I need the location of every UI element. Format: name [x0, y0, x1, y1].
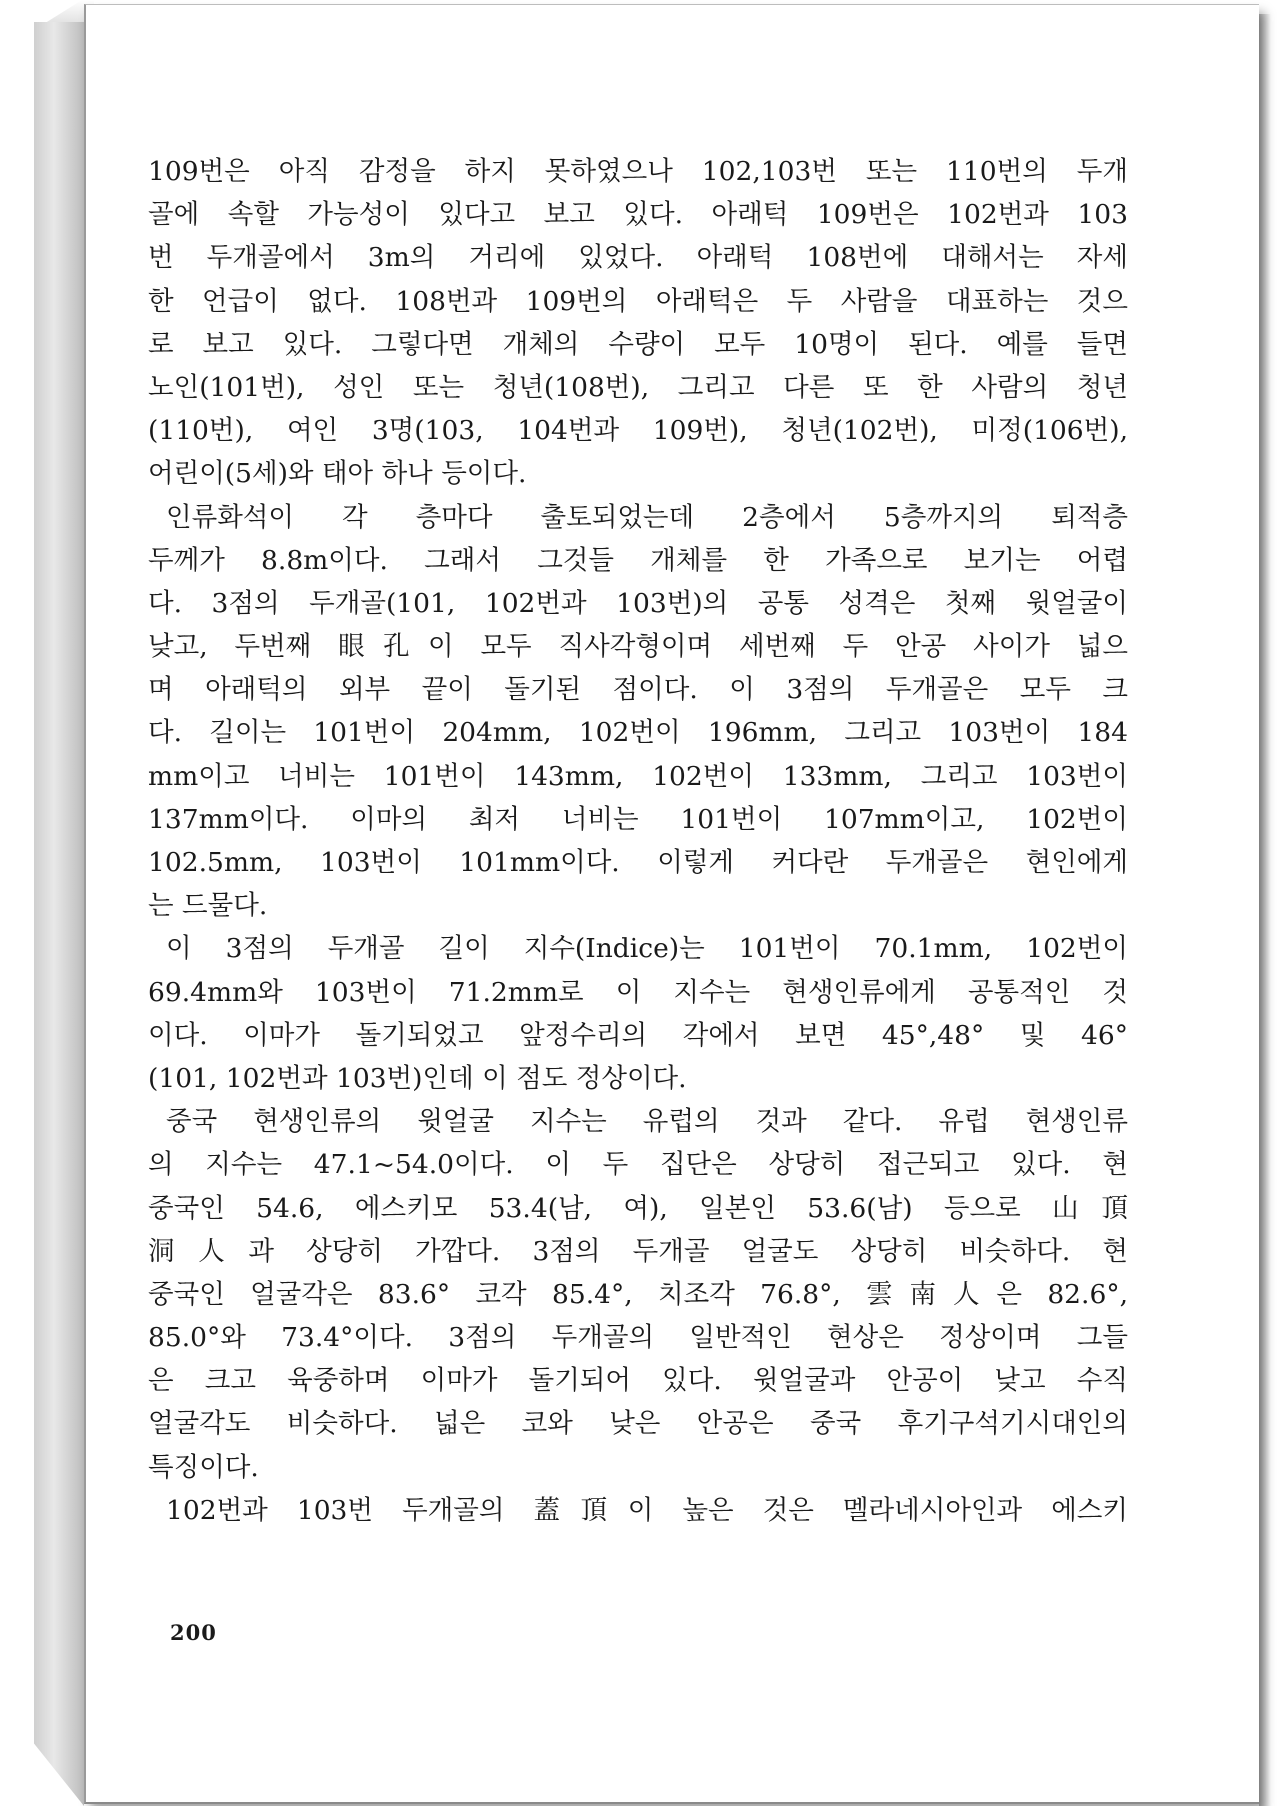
text-line: 중국인 얼굴각은 83.6° 코각 85.4°, 치조각 76.8°, 雲南人은 82.6°,: [148, 1278, 1128, 1310]
text-line: 두께가 8.8m이다. 그래서 그것들 개체를 한 가족으로 보기는 어렵: [148, 544, 1128, 576]
text-line: 며 아래턱의 외부 끝이 돌기된 점이다. 이 3점의 두개골은 모두 크: [148, 674, 1128, 706]
text-line: 의 지수는 47.1~54.0이다. 이 두 집단은 상당히 접근되고 있다. 현: [148, 1149, 1128, 1181]
text-line: 다. 3점의 두개골(101, 102번과 103번)의 공통 성격은 첫째 윗얼굴이: [148, 587, 1128, 619]
text-line: 얼굴각도 비슷하다. 넓은 코와 낮은 안공은 중국 후기구석기시대인의: [148, 1408, 1128, 1440]
text-line: 골에 속할 가능성이 있다고 보고 있다. 아래턱 109번은 102번과 103: [148, 199, 1128, 231]
text-line: 69.4mm와 103번이 71.2mm로 이 지수는 현생인류에게 공통적인 것: [148, 976, 1128, 1008]
text-line: (101, 102번과 103번)인데 이 점도 정상이다.: [148, 1062, 687, 1094]
text-line: 다. 길이는 101번이 204mm, 102번이 196mm, 그리고 103번이 184: [148, 717, 1128, 749]
text-line: 낮고, 두번째 眼孔이 모두 직사각형이며 세번째 두 안공 사이가 넓으: [148, 631, 1128, 663]
page-shadow: [1259, 14, 1271, 1806]
text-line: 109번은 아직 감정을 하지 못하였으나 102,103번 또는 110번의 두개: [148, 156, 1128, 187]
text-line: (110번), 여인 3명(103, 104번과 109번), 청년(102번), 미정(106번),: [148, 415, 1128, 447]
text-line: 특징이다.: [148, 1451, 259, 1483]
text-line: 은 크고 육중하며 이마가 돌기되어 있다. 윗얼굴과 안공이 낮고 수직: [148, 1365, 1128, 1397]
text-line: 어린이(5세)와 태아 하나 등이다.: [148, 458, 527, 490]
text-line: 洞人과 상당히 가깝다. 3점의 두개골 얼굴도 상당히 비슷하다. 현: [148, 1235, 1128, 1267]
text-line: 137mm이다. 이마의 최저 너비는 101번이 107mm이고, 102번이: [148, 803, 1128, 835]
text-line: 는 드물다.: [148, 890, 268, 922]
text-line: 102.5mm, 103번이 101mm이다. 이렇게 커다란 두개골은 현인에게: [148, 847, 1128, 878]
text-line: 인류화석이 각 층마다 출토되었는데 2층에서 5층까지의 퇴적층: [166, 501, 1128, 533]
text-line: 로 보고 있다. 그렇다면 개체의 수량이 모두 10명이 된다. 예를 들면: [148, 328, 1128, 360]
book-spine-edge: [34, 22, 84, 1806]
text-line: 노인(101번), 성인 또는 청년(108번), 그리고 다른 또 한 사람의 청년: [148, 371, 1128, 403]
body-text: [148, 150, 1128, 1532]
text-line: mm이고 너비는 101번이 143mm, 102번이 133mm, 그리고 103번이: [148, 760, 1128, 792]
text-line: 102번과 103번 두개골의 蓋頂이 높은 것은 멜라네시아인과 에스키: [166, 1494, 1128, 1526]
text-line: 중국인 54.6, 에스키모 53.4(남, 여), 일본인 53.6(남) 등으로 山頂: [148, 1192, 1128, 1224]
text-line: 번 두개골에서 3m의 거리에 있었다. 아래턱 108번에 대해서는 자세: [148, 242, 1128, 274]
text-line: 이다. 이마가 돌기되었고 앞정수리의 각에서 보면 45°,48° 및 46°: [148, 1019, 1128, 1051]
text-line: 한 언급이 없다. 108번과 109번의 아래턱은 두 사람을 대표하는 것으: [148, 285, 1128, 317]
page-number: 200: [170, 1620, 217, 1645]
text-line: 중국 현생인류의 윗얼굴 지수는 유럽의 것과 같다. 유럽 현생인류: [166, 1106, 1128, 1138]
text-line: 85.0°와 73.4°이다. 3점의 두개골의 일반적인 현상은 정상이며 그들: [148, 1322, 1128, 1354]
text-line: 이 3점의 두개골 길이 지수(Indice)는 101번이 70.1mm, 102번이: [166, 933, 1128, 965]
